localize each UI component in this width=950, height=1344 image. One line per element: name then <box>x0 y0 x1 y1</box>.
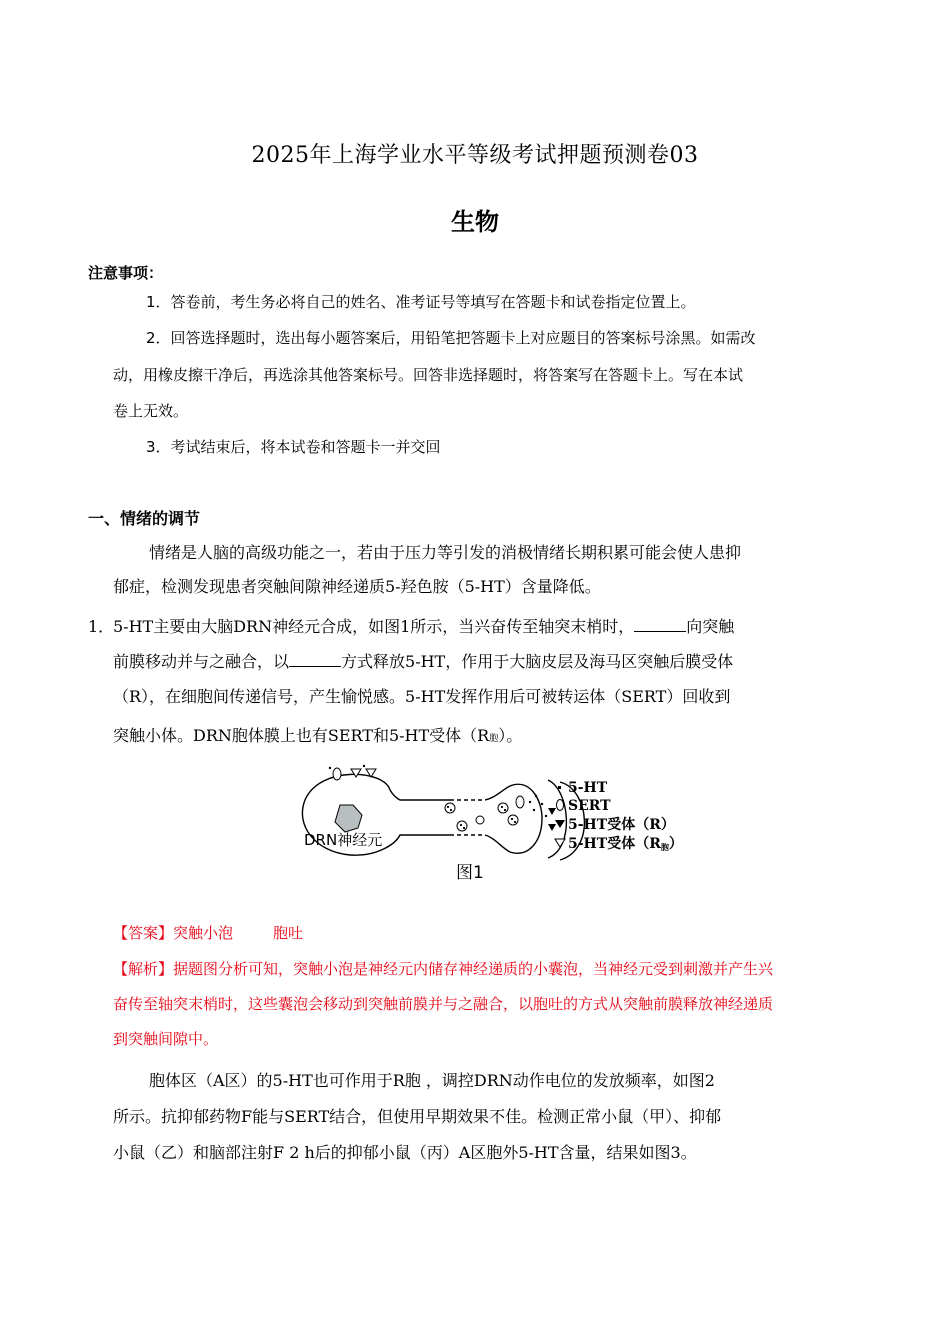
answer-tag: 【答案】 <box>113 924 174 942</box>
question-line-3: （R），在细胞间传递信号，产生愉悦感。5-HT发挥作用后可被转运体（SERT）回收到 <box>113 687 731 706</box>
passage-line-3: 小鼠（乙）和脑部注射F 2 h后的抑郁小鼠（丙）A区胞外5-HT含量，结果如图3。 <box>113 1143 697 1162</box>
notice-item-2-line-2: 动，用橡皮擦干净后，再选涂其他答案标号。回答非选择题时，将答案写在答题卡上。写在本试 <box>113 366 744 384</box>
exam-title: 2025年上海学业水平等级考试押题预测卷03 <box>251 143 699 168</box>
filled-triangle-icon <box>555 820 565 828</box>
nucleus <box>335 805 362 832</box>
notice-item-2-line-1: 2．回答选择题时，选出每小题答案后，用铅笔把答题卡上对应题目的答案标号涂黑。如需改 <box>146 329 756 347</box>
sert-icon <box>557 800 564 811</box>
question-line-2-text: 前膜移动并与之融合，以 <box>113 652 290 671</box>
question-line-4-tail: ）。 <box>498 726 523 745</box>
intro-line-2: 郁症，检测发现患者突触间隙神经递质5-羟色胺（5-HT）含量降低。 <box>113 577 601 596</box>
intro-line-1: 情绪是人脑的高级功能之一，若由于压力等引发的消极情绪长期积累可能会使人患抑 <box>149 543 742 562</box>
vesicle <box>508 815 518 825</box>
figure-1 <box>290 760 690 885</box>
answer-text: 突触小泡 <box>173 924 234 942</box>
legend-label-receptor: 5-HT受体（R） <box>568 817 675 833</box>
question-line-1-tail: 向突触 <box>686 617 735 636</box>
filled-triangle-receptor <box>548 808 556 815</box>
section-heading: 一、情绪的调节 <box>88 509 201 528</box>
serotonin-dot <box>363 765 365 767</box>
vesicle <box>476 816 484 824</box>
analysis-text-1: 据题图分析可知，突触小泡是神经元内储存神经递质的小囊泡，当神经元受到刺激并产生兴 <box>173 960 774 978</box>
question-line-4 <box>113 719 522 756</box>
passage-line-2: 所示。抗抑郁药物F能与SERT结合，但使用早期效果不佳。检测正常小鼠（甲）、抑郁 <box>113 1107 722 1126</box>
legend-label-5ht: 5-HT <box>568 780 608 796</box>
vesicle <box>498 803 508 813</box>
question-number: 1． <box>88 617 115 636</box>
vesicle <box>457 821 467 831</box>
notice-item-2-line-3: 卷上无效。 <box>113 402 189 420</box>
vesicle <box>445 803 455 813</box>
cell-label: DRN神经元 <box>304 831 383 849</box>
sert-transporter <box>516 796 524 808</box>
figure-legend <box>555 780 683 852</box>
filled-triangle-receptor <box>548 824 556 831</box>
analysis-line-2: 奋传至轴突末梢时，这些囊泡会移动到突触前膜并与之融合，以胞吐的方式从突触前膜释放神经递质 <box>113 995 774 1013</box>
subject-title: 生物 <box>451 208 499 236</box>
serotonin-dot <box>329 767 331 769</box>
analysis-tag: 【解析】 <box>113 960 174 978</box>
notice-heading: 注意事项： <box>88 264 164 282</box>
open-triangle-icon <box>555 839 565 847</box>
notice-item-3: 3．考试结束后，将本试卷和答题卡一并交回 <box>146 438 441 456</box>
question-line-4-text: 突触小体。DRN胞体膜上也有SERT和5-HT受体（R <box>113 726 490 745</box>
question-line-2-tail: 方式释放5-HT，作用于大脑皮层及海马区突触后膜受体 <box>341 652 734 671</box>
question-line-1 <box>113 610 734 644</box>
analysis-line-3: 到突触间隙中。 <box>113 1030 219 1048</box>
answer-block <box>113 922 303 943</box>
question-line-2 <box>113 645 733 679</box>
passage-line-1: 胞体区（A区）的5-HT也可作用于R胞 ，调控DRN动作电位的发放频率，如图2 <box>149 1071 715 1090</box>
axon-upper <box>390 790 450 800</box>
notice-item-1: 1．答卷前，考生务必将自己的姓名、准考证号等填写在答题卡和试卷指定位置上。 <box>146 293 696 311</box>
answer-blank-1[interactable] <box>634 615 686 632</box>
legend-label-receptor-soma: 5-HT受体（R胞） <box>568 836 683 852</box>
sert-transporter <box>333 768 341 780</box>
answer-blank-2[interactable] <box>289 650 341 667</box>
legend-label-sert: SERT <box>568 798 611 814</box>
question-line-1-text: 5-HT主要由大脑DRN神经元合成，如图1所示，当兴奋传至轴突末梢时， <box>113 617 635 636</box>
question-line-4-subscript: 胞 <box>489 734 499 744</box>
figure-caption: 图1 <box>456 863 484 883</box>
dot-icon <box>558 786 561 789</box>
answer-text-2: 胞吐 <box>273 924 304 942</box>
postsynaptic-membrane <box>548 780 566 858</box>
open-triangle-receptor <box>351 769 361 777</box>
analysis-line-1 <box>113 951 773 987</box>
